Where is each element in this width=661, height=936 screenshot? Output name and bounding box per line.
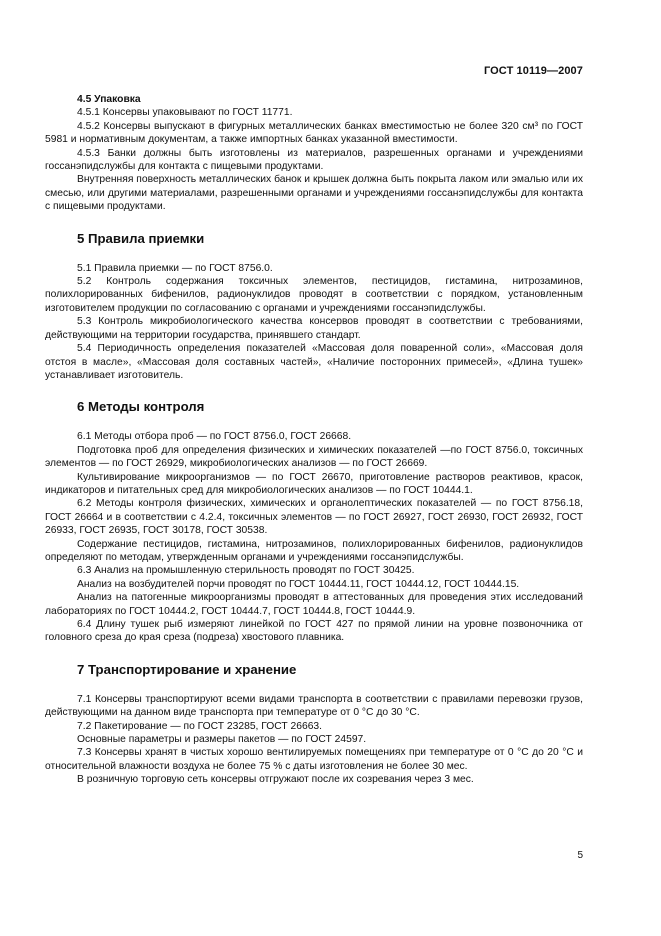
paragraph: 6.2 Методы контроля физических, химических и органолептических показателей — по ГОСТ 8756.18, ГОСТ 26664 и в соответствии с 4.2.4, токсичных элементов — по ГОСТ 26927, ГОСТ 26930, ГОСТ 26932, ГОСТ 26933, ГОСТ 26935, ГОСТ 30178, ГОСТ 30538. <box>45 498 583 537</box>
paragraph: Подготовка проб для определения физических и химических показателей —по ГОСТ 8756.0, токсичных элементов — по ГОСТ 26929, микробиологических анализов — по ГОСТ 26669. <box>45 444 583 470</box>
paragraph: Культивирование микроорганизмов — по ГОСТ 26670, приготовление растворов реактивов, красок, индикаторов и питательных сред для микробиологических анализов — по ГОСТ 10444.1. <box>45 471 583 496</box>
paragraph: Внутренняя поверхность металлических банок и крышек должна быть покрыта лаком или эмалью или их смесью, или другими материалами, разрешенными органами и учреждениями госсанэпидслужбы для контакта с пищевыми продуктами. <box>45 174 583 213</box>
section-acceptance <box>45 231 583 383</box>
paragraph: В розничную торговую сеть консервы отгружают после их созревания через 3 мес. <box>77 774 474 786</box>
paragraph: 5.1 Правила приемки — по ГОСТ 8756.0. <box>77 262 273 274</box>
subsection-title: 4.5 Упаковка <box>77 94 141 105</box>
paragraph: Основные параметры и размеры пакетов — по ГОСТ 24597. <box>77 734 367 746</box>
section-packing <box>45 93 583 214</box>
document-body <box>45 93 583 787</box>
section-transport <box>45 662 583 787</box>
paragraph: 7.3 Консервы хранят в чистых хорошо вентилируемых помещениях при температуре от 0 °С до 20 °С и относительной влажности воздуха не более 75 % с даты изготовления не более 30 мес. <box>45 747 583 772</box>
section-methods <box>45 399 583 645</box>
section-title: 5 Правила приемки <box>77 230 205 246</box>
paragraph: Анализ на патогенные микроорганизмы проводят в аттестованных для проведения этих исследований лабораториях по ГОСТ 10444.2, ГОСТ 10444.7, ГОСТ 10444.8, ГОСТ 10444.9. <box>45 592 583 617</box>
section-title: 6 Методы контроля <box>77 399 205 415</box>
paragraph: 5.3 Контроль микробиологического качества консервов проводят в соответствии с требованиями, действующими на территории государства, принявшего стандарт. <box>45 316 583 341</box>
paragraph: 6.3 Анализ на промышленную стерильность проводят по ГОСТ 30425. <box>77 565 415 577</box>
paragraph: 5.2 Контроль содержания токсичных элементов, пестицидов, гистамина, нитрозаминов, полихлорированных бифенилов, радионуклидов проводят в соответствии с порядком, установленным изготовителем продукции по согласованию с органами и учреждениями госсанэпидслужбы. <box>45 276 583 314</box>
paragraph: 6.1 Методы отбора проб — по ГОСТ 8756.0, ГОСТ 26668. <box>77 431 352 443</box>
paragraph: 4.5.1 Консервы упаковывают по ГОСТ 11771. <box>77 107 293 119</box>
paragraph: 7.2 Пакетирование — по ГОСТ 23285, ГОСТ 26663. <box>77 720 323 732</box>
paragraph: 6.4 Длину тушек рыб измеряют линейкой по ГОСТ 427 по прямой линии на уровне позвоночника от головного среза до края среза (подреза) хвостового плавника. <box>45 619 583 644</box>
paragraph: 4.5.3 Банки должны быть изготовлены из материалов, разрешенных органами и учреждениями госсанэпидслужбы для контакта с пищевыми продуктами. <box>45 147 583 173</box>
document-code: ГОСТ 10119—2007 <box>483 65 583 77</box>
page-number: 5 <box>577 850 583 861</box>
paragraph: Анализ на возбудителей порчи проводят по ГОСТ 10444.11, ГОСТ 10444.12, ГОСТ 10444.15. <box>77 578 520 590</box>
paragraph: 5.4 Периодичность определения показателей «Массовая доля поваренной соли», «Массовая доля отстоя в масле», «Массовая доля составных частей», «Наличие посторонних примесей», «Длина тушек» устанавливает изготовитель. <box>45 343 583 381</box>
paragraph: Содержание пестицидов, гистамина, нитрозаминов, полихлорированных бифенилов, радионуклидов определяют по методам, утвержденным органами и учреждениями госсанэпидслужбы. <box>45 538 583 563</box>
paragraph: 4.5.2 Консервы выпускают в фигурных металлических банках вместимостью не более 320 см³ по ГОСТ 5981 и нормативным документам, а также импортных банках указанной вместимости. <box>45 120 583 146</box>
section-title: 7 Транспортирование и хранение <box>77 661 297 677</box>
paragraph: 7.1 Консервы транспортируют всеми видами транспорта в соответствии с правилами перевозки грузов, действующими на данном виде транспорта при температуре от 0 °С до 30 °С. <box>45 693 583 719</box>
